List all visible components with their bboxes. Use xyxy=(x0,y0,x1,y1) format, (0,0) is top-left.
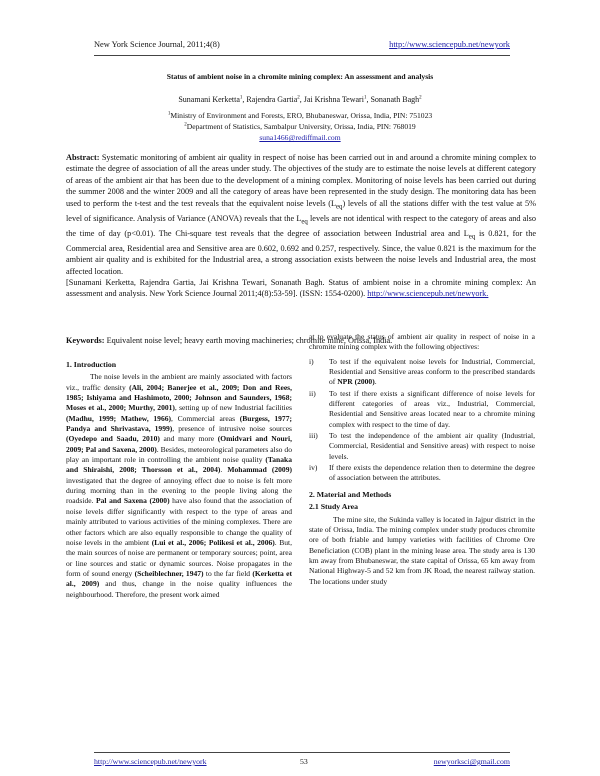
affiliation-text: Department of Statistics, Sambalpur University, Orissa, India, PIN: 768019 xyxy=(186,122,416,131)
header-divider xyxy=(94,55,510,56)
author-affiliation-mark: 1 xyxy=(239,95,243,101)
objective-item xyxy=(309,389,535,430)
objective-text: To test if there exists a significant difference of noise levels for different categories of areas viz., Industrial, Commercial, Residential and Sensitive areas located near to a chromite mining complex with respect to the time of day. xyxy=(329,388,535,429)
author-name: Sonanath Bagh xyxy=(370,95,420,104)
abstract-text-3: levels are not identical with respect to the category of areas and also the time of day (p<0.01). The Chi-square test reveals that the degree of association between Industrial area and L xyxy=(66,213,536,238)
right-column xyxy=(309,332,535,587)
eq-subscript: eq xyxy=(301,218,308,226)
eq-subscript: eq xyxy=(468,233,476,241)
affiliation-2 xyxy=(70,122,530,131)
objective-number: iv) xyxy=(309,463,318,473)
author-affiliation-mark: 2 xyxy=(297,95,300,101)
footer-email-link[interactable]: newyorksci@gmail.com xyxy=(433,757,510,766)
author-name: Sunamani Kerketta xyxy=(178,95,240,104)
intro-heading: 1. Introduction xyxy=(66,360,117,369)
left-column xyxy=(66,360,292,600)
page-number: 53 xyxy=(300,757,308,766)
objective-text: If there exists the dependence relation then to determine the degree of association between the attributes. xyxy=(329,463,535,483)
study-area-paragraph: The mine site, the Sukinda valley is located in Jajpur district in the state of Orissa, India. The mining complex under study produces chromite ore of both friable and lumpy varieties with facilities of Chrome Ore Beneficiation (COB) plant in the mining lease area. The study area is 130 km away from Bhubaneswar, the state capital of Orissa, 65 km away from National Highway-5 and 52 km from JK Road, the nearest railway station. The locations under study xyxy=(309,514,535,586)
abstract-text-2: ) levels of all the stations differ with the test value at 5% level of significance. Analysis of Variance (ANOVA) reveals that the L xyxy=(66,198,536,223)
journal-url-link[interactable]: http://www.sciencepub.net/newyork xyxy=(389,40,510,49)
citation xyxy=(66,277,536,300)
journal-name: New York Science Journal, 2011;4(8) xyxy=(94,40,220,49)
author-affiliation-mark: 1 xyxy=(363,95,367,101)
objective-text: To test the independence of the ambient air quality (Industrial, Commercial, Residential and Sensitive areas) with respect to noise levels. xyxy=(329,431,535,461)
objective-item xyxy=(309,463,535,484)
author-list: Sunamani Kerketta$^1$, Rajendra Gartia$^2$, Jai Krishna Tewari$^1$, Sonanath Bagh$^2$ xyxy=(178,95,422,104)
author-email-link[interactable]: suna1466@rediffmail.com xyxy=(259,133,341,142)
author-name: Jai Krishna Tewari xyxy=(303,95,364,104)
affiliation-1 xyxy=(70,111,530,120)
study-area-heading: 2.1 Study Area xyxy=(309,502,359,512)
abstract xyxy=(66,152,536,300)
affiliation-text: Ministry of Environment and Forests, ERO, Bhubaneswar, Orissa, India, PIN: 751023 xyxy=(170,111,433,120)
affiliation-mark: 1 xyxy=(167,111,171,117)
objective-number: iii) xyxy=(309,431,318,441)
objective-number: i) xyxy=(309,356,314,366)
abstract-text-4: is 0.821, for the Commercial area, Residential area and Sensitive area are 0.602, 0.692 and 0.257, respectively. Since, the value 0.821 is the maximum for the ambient air quality and is exhibited for the Industrial area, a strong association exists between the noise levels and Industrial area, the most affected location. xyxy=(66,228,536,276)
author-affiliation-mark: 2 xyxy=(419,95,422,101)
keywords-label: Keywords: xyxy=(66,336,105,345)
abstract-label: Abstract: xyxy=(66,153,100,162)
objective-number: ii) xyxy=(309,388,316,398)
objective-item xyxy=(309,431,535,462)
objectives-intro: at to evaluate the status of ambient air quality in respect of noise in a chromite mining complex with the following objectives: xyxy=(309,332,535,352)
affiliation-mark: 2 xyxy=(184,122,187,128)
objective-text: To test if the equivalent noise levels for Industrial, Commercial, Residential and Sensitive areas conform to the prescribed standards of NPR (2000). xyxy=(329,356,535,387)
methods-heading: 2. Material and Methods xyxy=(309,489,392,499)
footer-url-link[interactable]: http://www.sciencepub.net/newyork xyxy=(94,757,207,766)
intro-paragraph: The noise levels in the ambient are mainly associated with factors viz., traffic density (Ali, 2004; Banerjee et al., 2009; Don and Rees, 1985; Ishiyama and Hashimoto, 2000; Johnson and Saunders, 1968; Moses et al., 2000; Murthy, 2001), setting up of new Industrial facilities (Madhu, 1999; Mathew, 1966), Commercial areas (Burgess, 1977; Pandya and Shrivastava, 1999), presence of intrusive noise sources (Oyedepo and Saadu, 2010) and many more (Omidvari and Nouri, 2009; Pal and Saxena, 2000). Besides, meteorological parameters also do play an important role in controlling the ambient noise quality (Tanaka and Shiraishi, 2008; Thorsson et al., 2004). Mohammad (2009) investigated that the degree of annoying effect due to noise is felt more during morning than in the evening to the people living along the roadside. Pal and Saxena (2000) have also found that the association of noise levels differ significantly with respect to the type of areas and mainly attributed to various activities of the mining complexes. There are other factors which are also equally responsible to change the quality of noise levels in the ambient (Lui et al., 2006; Polikesi et al., 2006). But, the main sources of noise are permanent or temporary sources; point, area or line sources and static or dynamic sources. Noise propagates in the form of sound energy (Scheiblechner, 1947) to the far field (Kerketta et al., 2009) and thus, change in the noise quality influences the neighbourhood. Therefore, the present work aimed xyxy=(66,372,293,599)
objectives-list xyxy=(309,357,535,484)
citation-text: [Sunamani Kerketta, Rajendra Gartia, Jai Krishna Tewari, Sonanath Bagh. Status of ambient noise in a chromite mining complex: An assessment and analysis. New York Science Journal 2011;4(8):53-59]. (ISSN: 1554-0200). xyxy=(66,277,536,299)
citation-url-link[interactable]: http://www.sciencepub.net/newyork. xyxy=(367,289,489,299)
objective-item xyxy=(309,357,535,388)
keywords-text: Equivalent noise level; heavy earth moving machineries; chromite mine, Orissa, India. xyxy=(106,336,393,345)
footer-divider xyxy=(94,752,510,753)
author-name: Rajendra Gartia xyxy=(246,95,298,104)
eq-subscript: eq xyxy=(336,203,343,211)
abstract-text-1: Systematic monitoring of ambient air quality in respect of noise has been carried out in and around a chromite mining complex to estimate the degree of association of all the areas under study. The objectives of the study are to estimate the noise levels at different category of areas of the ambient air that has been due to the development of a mining complex. Monitoring of noise levels has been carried out during the summer 2008 and the winter 2009 and all the category of areas have been represented in the study design. The monitoring data has been used to perform the t-test and the test reveals that the equivalent noise levels (L xyxy=(66,153,536,208)
paper-title: Status of ambient noise in a chromite mining complex: An assessment and analysis xyxy=(166,72,434,81)
